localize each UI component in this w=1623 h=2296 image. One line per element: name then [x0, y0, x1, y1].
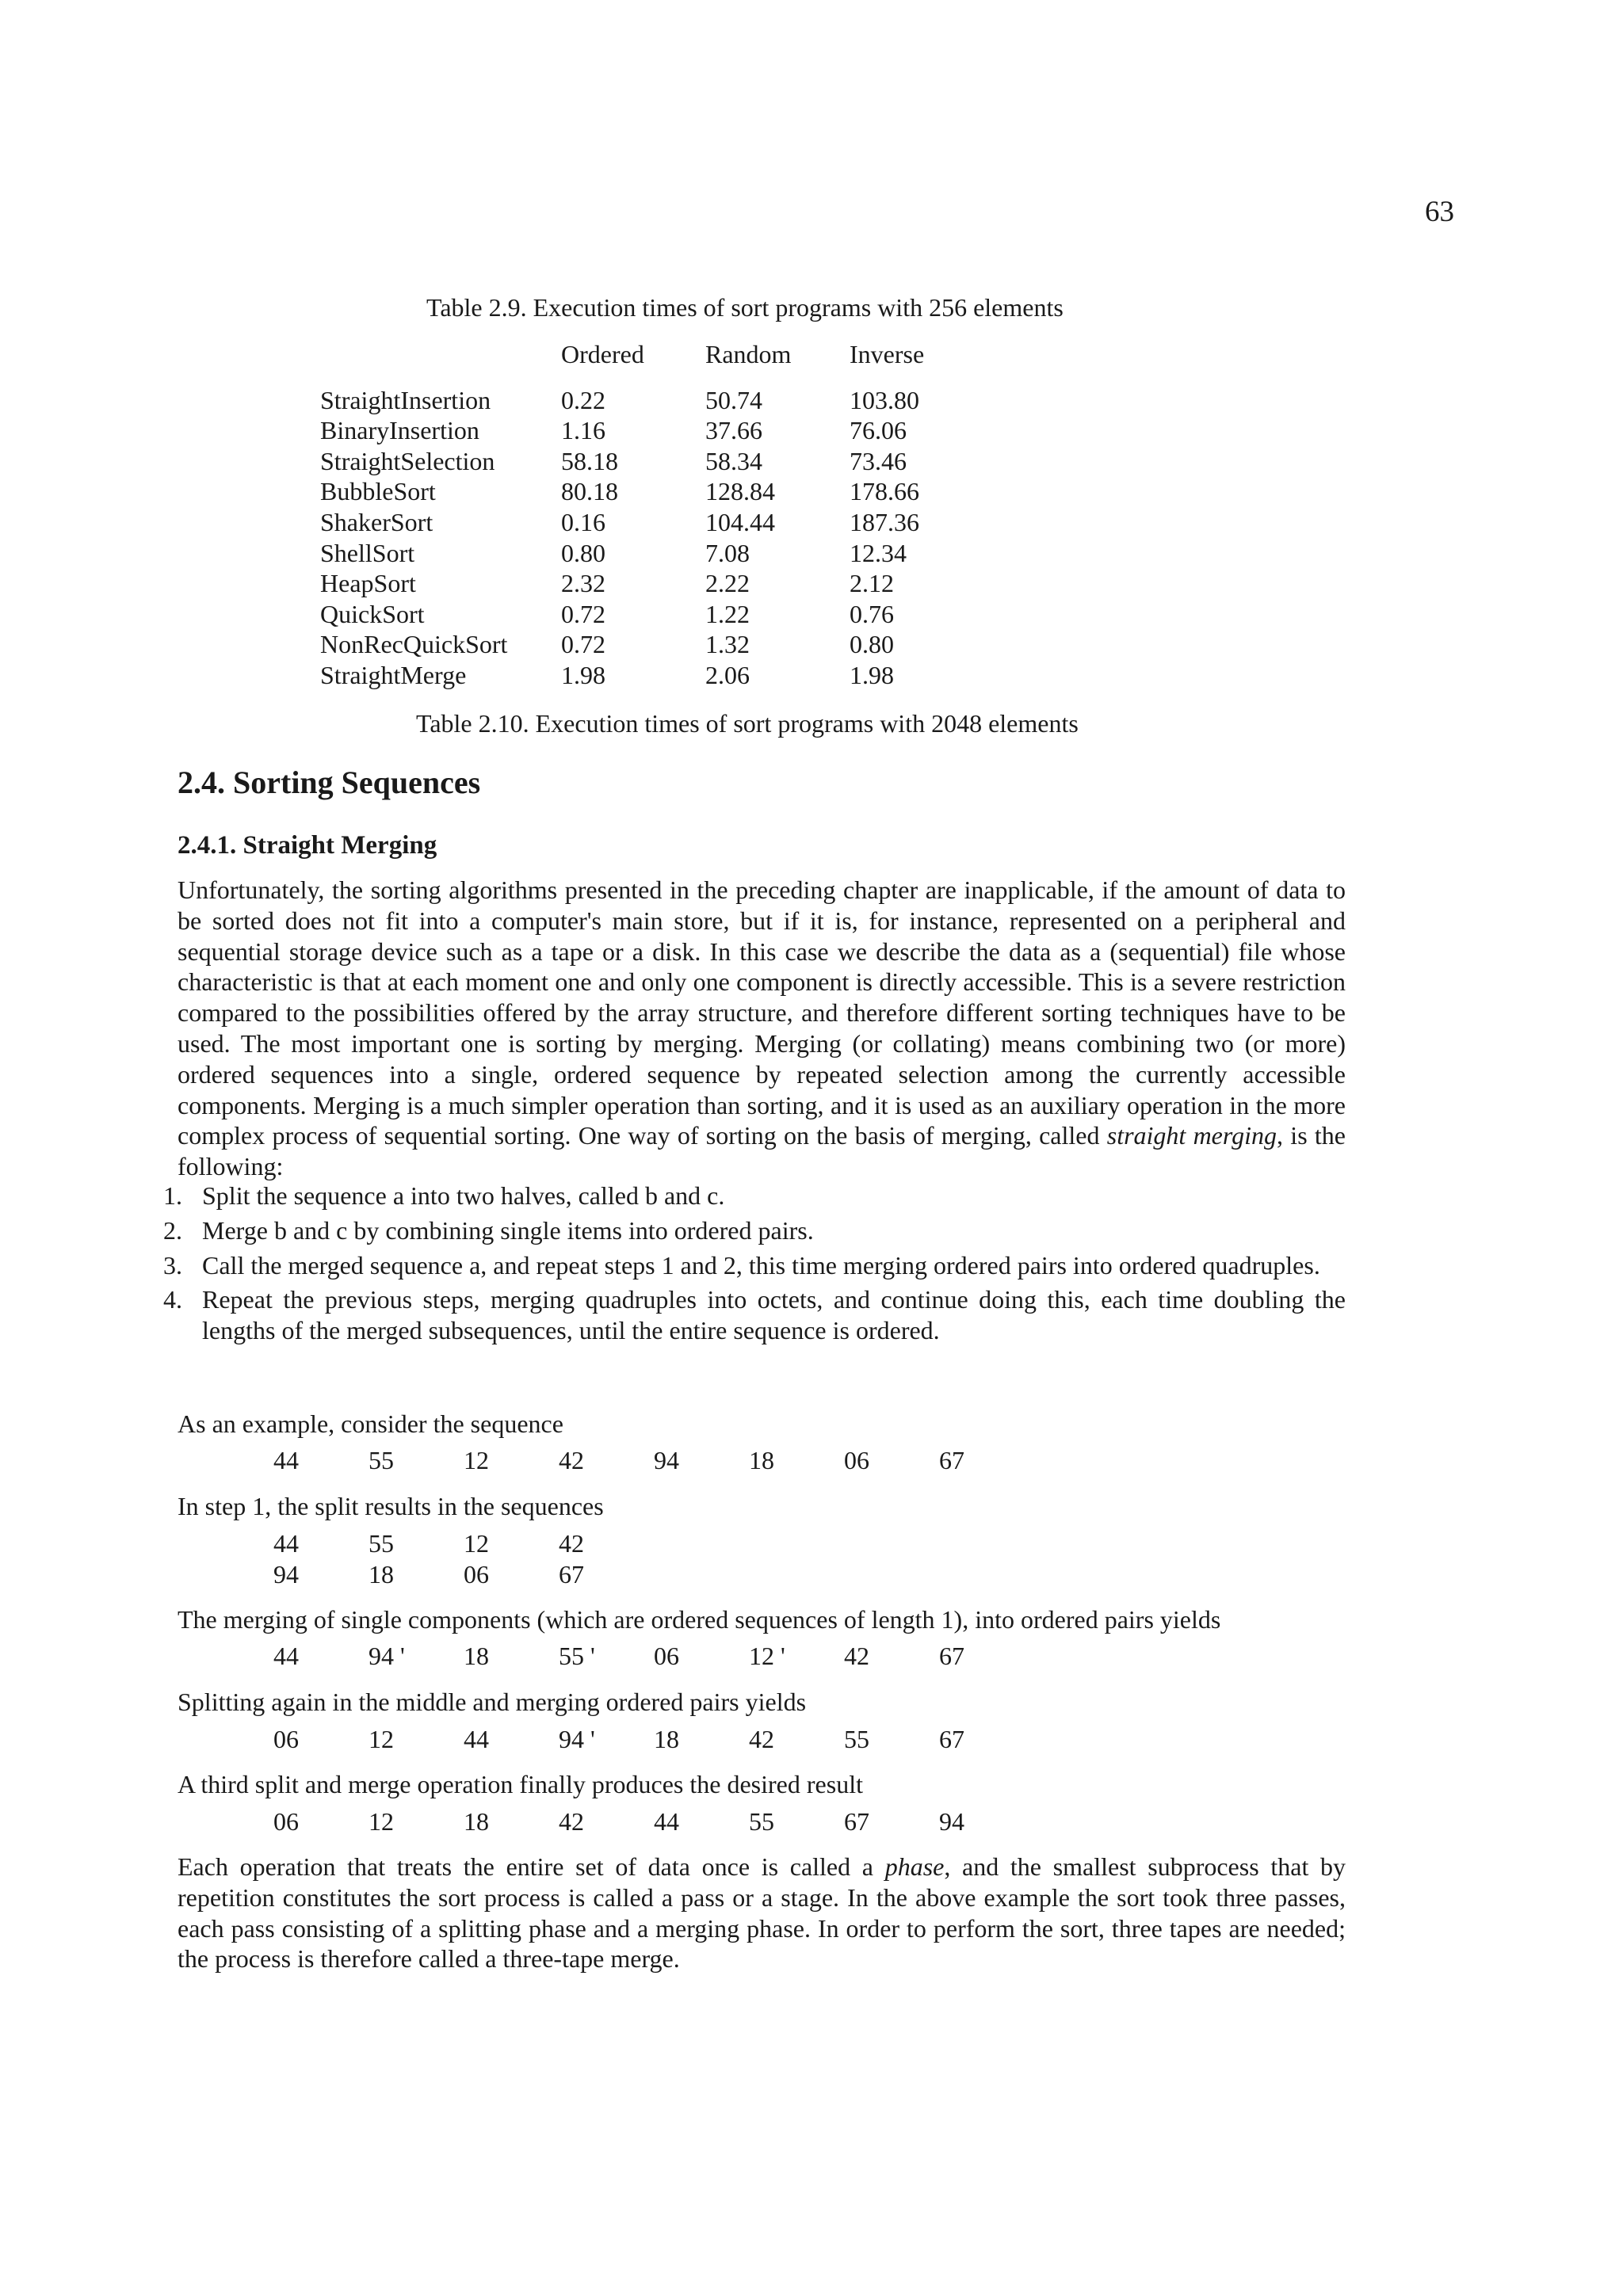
number: 67 — [939, 1642, 964, 1670]
list-item — [162, 1250, 1346, 1281]
row-label: ShellSort — [320, 538, 415, 567]
cell-inverse: 0.80 — [850, 630, 894, 659]
step-number: 1. — [163, 1181, 182, 1210]
step-number: 2. — [163, 1215, 182, 1245]
cell-ordered: 58.18 — [561, 446, 618, 475]
table-header-row — [320, 339, 945, 370]
number: 42 — [559, 1446, 584, 1474]
page-number: 63 — [1425, 196, 1454, 228]
number: 06 — [273, 1725, 299, 1753]
table-corner — [320, 339, 561, 370]
table-row — [320, 446, 945, 477]
sequence-initial — [273, 1445, 1034, 1476]
sequence-quads — [273, 1724, 1034, 1755]
cell-random: 1.22 — [705, 599, 750, 628]
number: 42 — [559, 1529, 584, 1558]
cell-ordered: 1.98 — [561, 660, 605, 689]
pairs-intro: The merging of single components (which are ordered sequences of length 1), into ordered pairs yields — [178, 1605, 1221, 1634]
cell-ordered: 0.72 — [561, 630, 605, 659]
number: 67 — [559, 1559, 584, 1589]
column-header: Random — [705, 340, 792, 368]
number: 55 ' — [559, 1642, 595, 1670]
number: 18 — [654, 1725, 679, 1753]
number: 44 — [273, 1642, 299, 1670]
cell-inverse: 178.66 — [850, 477, 919, 506]
number: 06 — [464, 1559, 489, 1589]
example-intro: As an example, consider the sequence — [178, 1409, 563, 1438]
cell-ordered: 0.80 — [561, 538, 605, 567]
number: 18 — [749, 1446, 774, 1474]
cell-random: 2.22 — [705, 569, 750, 598]
number: 42 — [749, 1725, 774, 1753]
number-row — [273, 1559, 654, 1590]
cell-ordered: 1.16 — [561, 416, 605, 445]
step-text: Split the sequence a into two halves, called b and c. — [202, 1181, 725, 1210]
final-text-end: , and the smallest subprocess that by repetition constitutes the sort process is called a pass or a stage. In the above example the sort took three passes, each pass consisting of a splitting phase and a merging phase. In order to perform the sort, three tapes are needed; the process is therefore called a three-tape merge. — [178, 1852, 1346, 1974]
step-text: Repeat the previous steps, merging quadruples into octets, and continue doing this, each time doubling the lengths of the merged subsequences, until the entire sequence is ordered. — [202, 1285, 1346, 1345]
number: 55 — [369, 1446, 394, 1474]
sequence-final — [273, 1806, 1034, 1837]
number: 12 — [464, 1529, 489, 1558]
sequence-split — [273, 1528, 654, 1589]
cell-ordered: 80.18 — [561, 477, 618, 506]
row-label: StraightSelection — [320, 446, 495, 475]
final-intro: A third split and merge operation finally produces the desired result — [178, 1770, 863, 1798]
table-row — [320, 538, 945, 569]
number: 42 — [559, 1807, 584, 1836]
section-heading: 2.4. Sorting Sequences — [178, 765, 481, 800]
intro-text: Unfortunately, the sorting algorithms presented in the preceding chapter are inapplicable, if the amount of data to be sorted does not fit into a computer's main store, but if it is, for instance, represented on a peripheral and sequential storage device such as a tape or a disk. In this case we describe the data as a (sequential) file whose characteristic is that at each moment one and only one component is directly accessible. This is a severe restriction compared to the possibilities offered by the array structure, and therefore different sorting techniques have to be used. The most important one is sorting by merging. Merging (or collating) means combining two (or more) ordered sequences into a single, ordered sequence by repeated selection among the currently accessible components. Merging is a much simpler operation than sorting, and it is used as an auxiliary operation in the more complex process of sequential sorting. One way of sorting on the basis of merging, called — [178, 875, 1346, 1150]
sequence-pairs — [273, 1641, 1034, 1672]
number: 55 — [749, 1807, 774, 1836]
intro-italic-term: straight merging — [1106, 1121, 1277, 1150]
cell-random: 128.84 — [705, 477, 775, 506]
number: 55 — [369, 1529, 394, 1558]
list-item — [162, 1215, 1346, 1246]
cell-inverse: 2.12 — [850, 569, 894, 598]
number: 67 — [939, 1725, 964, 1753]
cell-ordered: 0.72 — [561, 599, 605, 628]
number-row — [273, 1724, 1034, 1755]
final-text: Each operation that treats the entire set of data once is called a — [178, 1852, 885, 1881]
row-label: NonRecQuickSort — [320, 630, 508, 659]
cell-inverse: 73.46 — [850, 446, 907, 475]
number: 06 — [654, 1642, 679, 1670]
cell-random: 1.32 — [705, 630, 750, 659]
cell-random: 50.74 — [705, 385, 762, 414]
column-header: Ordered — [561, 340, 644, 368]
final-paragraph — [178, 1852, 1346, 1974]
cell-ordered: 0.22 — [561, 385, 605, 414]
cell-random: 58.34 — [705, 446, 762, 475]
number: 94 — [654, 1446, 679, 1474]
step-text: Call the merged sequence a, and repeat steps 1 and 2, this time merging ordered pairs into ordered quadruples. — [202, 1250, 1320, 1280]
final-italic-term: phase — [884, 1852, 945, 1881]
table-row — [320, 568, 945, 599]
number: 12 ' — [749, 1642, 785, 1670]
table-row — [320, 476, 945, 507]
intro-paragraph — [178, 875, 1346, 1182]
execution-times-table — [320, 339, 945, 691]
number: 55 — [844, 1725, 869, 1753]
cell-random: 2.06 — [705, 660, 750, 689]
cell-random: 37.66 — [705, 416, 762, 445]
step-number: 3. — [163, 1250, 182, 1280]
subsection-heading: 2.4.1. Straight Merging — [178, 831, 437, 860]
number: 44 — [464, 1725, 489, 1753]
cell-random: 7.08 — [705, 538, 750, 567]
number: 06 — [844, 1446, 869, 1474]
table-row — [320, 660, 945, 691]
cell-inverse: 12.34 — [850, 538, 907, 567]
cell-random: 104.44 — [705, 507, 775, 536]
cell-ordered: 2.32 — [561, 569, 605, 598]
column-header: Inverse — [850, 340, 925, 368]
table-row — [320, 385, 945, 416]
number: 06 — [273, 1807, 299, 1836]
number: 18 — [464, 1642, 489, 1670]
cell-inverse: 1.98 — [850, 660, 894, 689]
row-label: StraightInsertion — [320, 385, 491, 414]
list-item — [162, 1284, 1346, 1346]
number: 42 — [844, 1642, 869, 1670]
table-row — [320, 599, 945, 630]
step-number: 4. — [163, 1285, 182, 1314]
step1-intro: In step 1, the split results in the sequences — [178, 1492, 604, 1520]
cell-ordered: 0.16 — [561, 507, 605, 536]
number: 18 — [464, 1807, 489, 1836]
row-label: BubbleSort — [320, 477, 436, 506]
cell-inverse: 76.06 — [850, 416, 907, 445]
table-row — [320, 415, 945, 446]
number-row — [273, 1806, 1034, 1837]
table-caption-2: Table 2.10. Execution times of sort programs with 2048 elements — [416, 709, 1079, 738]
row-label: HeapSort — [320, 569, 416, 598]
number: 94 — [939, 1807, 964, 1836]
number: 94 — [273, 1559, 299, 1589]
number: 44 — [654, 1807, 679, 1836]
table-row — [320, 507, 945, 538]
number: 94 ' — [369, 1642, 405, 1670]
number: 44 — [273, 1446, 299, 1474]
number: 44 — [273, 1529, 299, 1558]
cell-inverse: 0.76 — [850, 599, 894, 628]
cell-inverse: 103.80 — [850, 385, 919, 414]
intro-text-end: , is the following: — [178, 1121, 1346, 1181]
row-label: ShakerSort — [320, 507, 433, 536]
number: 94 ' — [559, 1725, 595, 1753]
step-text: Merge b and c by combining single items into ordered pairs. — [202, 1215, 814, 1245]
table-row — [320, 629, 945, 660]
row-label: BinaryInsertion — [320, 416, 479, 445]
number-row — [273, 1445, 1034, 1476]
cell-inverse: 187.36 — [850, 507, 919, 536]
number: 18 — [369, 1559, 394, 1589]
number-row — [273, 1528, 654, 1559]
row-label: StraightMerge — [320, 660, 467, 689]
number: 12 — [369, 1725, 394, 1753]
number: 12 — [369, 1807, 394, 1836]
row-label: QuickSort — [320, 599, 425, 628]
number: 67 — [844, 1807, 869, 1836]
table-caption: Table 2.9. Execution times of sort programs with 256 elements — [426, 293, 1064, 322]
number: 67 — [939, 1446, 964, 1474]
number: 12 — [464, 1446, 489, 1474]
number-row — [273, 1641, 1034, 1672]
steps-list — [162, 1180, 1346, 1350]
list-item — [162, 1180, 1346, 1211]
quads-intro: Splitting again in the middle and merging ordered pairs yields — [178, 1688, 807, 1716]
